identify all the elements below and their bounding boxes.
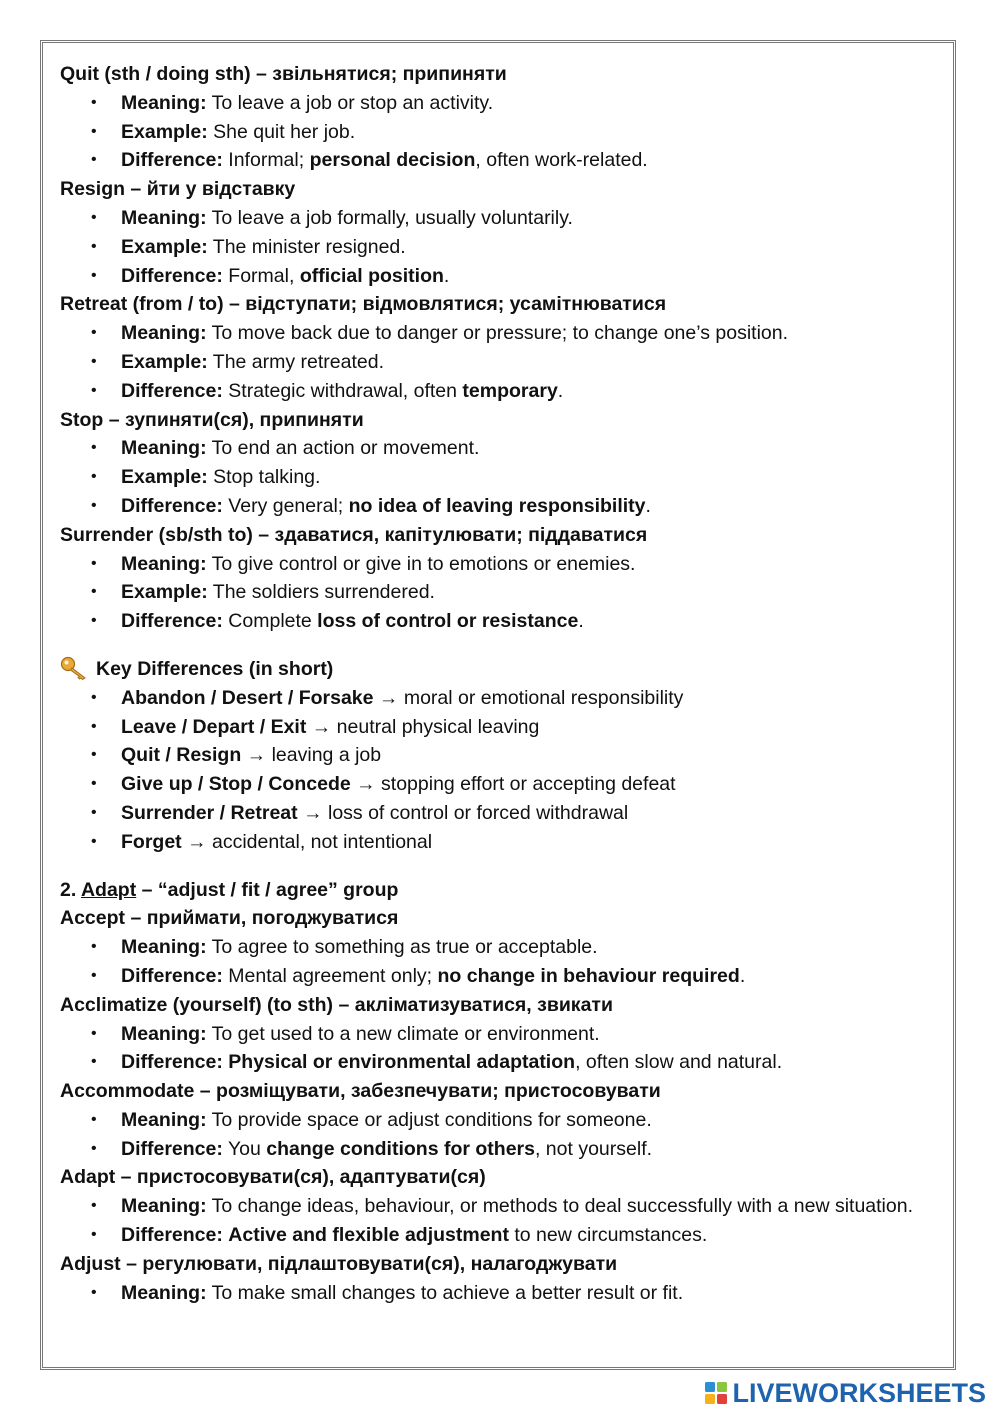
entry-bullets [60, 1020, 940, 1078]
bullet-text: Formal, [228, 264, 300, 287]
spacer [60, 636, 940, 655]
bullet-meaning [121, 1020, 940, 1049]
bullet-label: Meaning: [121, 552, 207, 575]
entry-title: Acclimatize (yourself) (to sth) – акліматизуватися, звикати [60, 993, 613, 1016]
bullet-text: To move back due to danger or pressure; to change one’s position. [211, 322, 789, 345]
item-text: → moral or emotional responsibility [373, 686, 684, 709]
bullet-text: Complete [228, 610, 318, 633]
bullet-text: Stop talking. [213, 466, 321, 489]
bullet-meaning [121, 550, 940, 579]
group-word: Adapt [80, 878, 137, 901]
key-difference-item [121, 828, 940, 857]
bullet-text: Informal; [228, 149, 310, 172]
item-words: Give up / Stop / Concede [121, 773, 351, 796]
bullet-label: Example: [121, 466, 208, 489]
entry-title: Adjust – регулювати, підлаштовувати(ся), налагоджувати [60, 1252, 618, 1275]
bullet-difference [121, 1221, 940, 1250]
entry-title: Resign – йти у відставку [60, 178, 296, 201]
group-heading [60, 876, 940, 905]
bullet-label: Meaning: [121, 206, 207, 229]
bullet-label: Difference: [121, 379, 223, 402]
bullet-label: Difference: [121, 1137, 223, 1160]
bullet-label: Example: [121, 235, 208, 258]
entry-title: Adapt – пристосовувати(ся), адаптувати(ся) [60, 1166, 486, 1189]
bullet-text: . [645, 494, 651, 517]
bullet-emphasis: official position [299, 264, 444, 287]
bullet-emphasis: loss of control or resistance [317, 610, 579, 633]
entry-retreat [60, 290, 940, 405]
bullet-meaning [121, 204, 940, 233]
bullet-text: , not yourself. [534, 1137, 653, 1160]
entry-title: Accept – приймати, погоджуватися [60, 907, 399, 930]
bullet-text: , often slow and natural. [575, 1051, 783, 1074]
bullet-text: You [227, 1137, 267, 1160]
bullet-text: To leave a job formally, usually voluntarily. [211, 206, 573, 229]
entry-bullets [60, 89, 940, 175]
bullet-text: To give control or give in to emotions or enemies. [211, 552, 636, 575]
item-words: Forget [121, 830, 182, 853]
bullet-text: to new circumstances. [508, 1224, 708, 1247]
liveworksheets-logo[interactable] [704, 1378, 986, 1408]
entry-bullets [60, 1192, 940, 1250]
bullet-meaning [121, 319, 940, 348]
bullet-emphasis: Active and flexible adjustment [228, 1224, 509, 1247]
bullet-label: Meaning: [121, 1022, 207, 1045]
bullet-label: Example: [121, 581, 208, 604]
bullet-text: To make small changes to achieve a better result or fit. [211, 1281, 684, 1304]
bullet-difference [121, 607, 940, 636]
bullet-label: Difference: [121, 964, 223, 987]
item-words: Leave / Depart / Exit [121, 715, 307, 738]
bullet-label: Meaning: [121, 936, 207, 959]
bullet-text: To end an action or movement. [211, 437, 480, 460]
entry-stop [60, 406, 940, 521]
item-words: Quit / Resign [121, 744, 242, 767]
entry-title: Stop – зупиняти(ся), припиняти [60, 408, 364, 431]
bullet-meaning [121, 1192, 940, 1221]
bullet-text: To get used to a new climate or environment. [211, 1022, 600, 1045]
key-difference-item [121, 713, 940, 742]
bullet-label: Meaning: [121, 322, 207, 345]
entry-bullets [60, 319, 940, 405]
bullet-meaning [121, 1279, 940, 1308]
bullet-text: Very general; [228, 494, 349, 517]
bullet-difference [121, 962, 940, 991]
bullet-label: Example: [121, 120, 208, 143]
bullet-label: Meaning: [121, 91, 207, 114]
bullet-label: Meaning: [121, 1281, 207, 1304]
bullet-emphasis: no change in behaviour required [437, 964, 740, 987]
bullet-meaning [121, 89, 940, 118]
logo-text: LIVEWORKSHEETS [732, 1377, 986, 1408]
bullet-label: Meaning: [121, 1108, 207, 1131]
bullet-label: Meaning: [121, 1195, 207, 1218]
bullet-emphasis: Physical or environmental adaptation [228, 1051, 576, 1074]
entry-bullets [60, 1279, 940, 1308]
liveworksheets-logo-icon [704, 1381, 728, 1405]
bullet-text: , often work-related. [475, 149, 648, 172]
bullet-emphasis: personal decision [309, 149, 476, 172]
key-difference-item [121, 741, 940, 770]
bullet-text: Strategic withdrawal, often [228, 379, 463, 402]
item-words: Surrender / Retreat [121, 801, 298, 824]
entry-title: Surrender (sb/sth to) – здаватися, капітулювати; піддаватися [60, 523, 648, 546]
bullet-example [121, 118, 940, 147]
key-differences-title: Key Differences (in short) [96, 657, 334, 680]
key-differences-list [60, 684, 940, 857]
bullet-example [121, 463, 940, 492]
bullet-text: . [739, 964, 746, 987]
entry-bullets [60, 204, 940, 290]
entry-quit [60, 60, 940, 175]
bullet-label: Difference: [121, 1224, 223, 1247]
key-difference-item [121, 799, 940, 828]
bullet-text: To agree to something as true or acceptable. [211, 936, 598, 959]
bullet-example [121, 578, 940, 607]
bullet-meaning [121, 434, 940, 463]
entry-bullets [60, 933, 940, 991]
entry-surrender [60, 521, 940, 636]
item-words: Abandon / Desert / Forsake [121, 686, 374, 709]
bullet-emphasis: change conditions for others [266, 1137, 535, 1160]
item-text: → loss of control or forced withdrawal [297, 801, 629, 824]
spacer [60, 857, 940, 876]
bullet-difference [121, 1135, 940, 1164]
bullet-text: . [557, 379, 564, 402]
bullet-text: To change ideas, behaviour, or methods to deal successfully with a new situation. [211, 1195, 913, 1218]
bullet-difference [121, 262, 940, 291]
bullet-text: To provide space or adjust conditions for someone. [211, 1108, 652, 1131]
bullet-text: The soldiers surrendered. [212, 581, 435, 604]
key-differences [60, 655, 940, 857]
bullet-example [121, 233, 940, 262]
entry-adjust [60, 1250, 940, 1308]
item-text: → leaving a job [241, 744, 382, 767]
entry-title: Retreat (from / to) – відступати; відмовлятися; усамітнюватися [60, 293, 667, 316]
entry-accommodate [60, 1077, 940, 1163]
entry-title: Accommodate – розміщувати, забезпечувати; пристосовувати [60, 1080, 661, 1103]
entry-bullets [60, 1106, 940, 1164]
item-text: → accidental, not intentional [181, 830, 433, 853]
entry-adapt [60, 1163, 940, 1249]
bullet-emphasis: temporary [462, 379, 558, 402]
worksheet-content [60, 60, 940, 1307]
key-differences-heading [60, 655, 940, 684]
bullet-label: Difference: [121, 1051, 223, 1074]
entry-title: Quit (sth / doing sth) – звільнятися; припиняти [60, 63, 507, 85]
key-difference-item [121, 684, 940, 713]
bullet-label: Difference: [121, 494, 223, 517]
item-text: → neutral physical leaving [306, 715, 540, 738]
bullet-text: To leave a job or stop an activity. [211, 91, 494, 114]
entry-acclimatize [60, 991, 940, 1077]
key-icon [60, 656, 88, 680]
bullet-text: . [578, 610, 584, 633]
bullet-text: . [443, 264, 450, 287]
bullet-label: Difference: [121, 149, 223, 172]
bullet-emphasis: no idea of leaving responsibility [348, 494, 646, 517]
bullet-text: The minister resigned. [212, 235, 406, 258]
bullet-text: She quit her job. [213, 120, 356, 143]
bullet-label: Difference: [121, 610, 223, 633]
bullet-label: Example: [121, 350, 208, 373]
bullet-example [121, 348, 940, 377]
bullet-label: Difference: [121, 264, 223, 287]
bullet-label: Meaning: [121, 437, 207, 460]
group-number: 2. [60, 878, 81, 901]
entry-accept [60, 904, 940, 990]
bullet-meaning [121, 1106, 940, 1135]
bullet-difference [121, 492, 940, 521]
group-subtitle: – “adjust / fit / agree” group [136, 878, 399, 901]
bullet-text: Mental agreement only; [228, 964, 438, 987]
bullet-difference [121, 377, 940, 406]
bullet-meaning [121, 933, 940, 962]
key-difference-item [121, 770, 940, 799]
bullet-difference [121, 1048, 940, 1077]
bullet-difference [121, 146, 940, 175]
item-text: → stopping effort or accepting defeat [350, 773, 676, 796]
entry-resign [60, 175, 940, 290]
entry-bullets [60, 550, 940, 636]
bullet-text: The army retreated. [212, 350, 385, 373]
entry-bullets [60, 434, 940, 520]
